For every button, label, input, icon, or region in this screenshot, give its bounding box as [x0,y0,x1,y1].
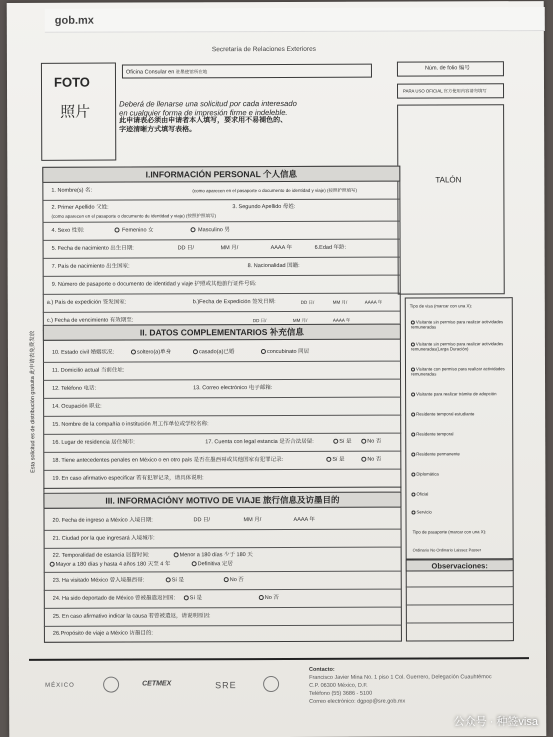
watermark: 公众号 · 种签visa [453,716,538,728]
row-company[interactable] [43,416,401,435]
visa-option-8[interactable]: Diplomática [411,471,438,476]
mexico-logo: MÉXICO [45,682,75,689]
consular-label: Oficina Consular en 驻墨使馆所在地 [125,69,208,76]
first-surname-label: 2. Primer Apellido 父姓: [51,204,109,211]
radio-icon[interactable] [115,228,120,233]
birth-country-label: 7. País de nacimiento 出生国家: [51,263,130,270]
free-distribution-note: Esta solicitud es de distribución gratuita 此申请表免费发放 [29,330,37,473]
row-criminal-record[interactable] [43,452,401,471]
radio-icon[interactable] [184,595,189,600]
sex-male-option[interactable]: Masculino 男 [191,227,230,234]
sex-label: 4. Sexo 性别: [51,227,85,234]
radio-icon[interactable] [411,492,415,496]
radio-icon[interactable] [191,227,196,232]
photo-label: FOTO [53,74,90,90]
contact-block [309,665,492,706]
radio-icon[interactable] [259,595,264,600]
visa-option-3[interactable]: Visitante con permiso para realizar actividades remuneradas [411,366,505,377]
row-deported[interactable] [44,590,402,609]
deported-label: 24. Ha sido deportado de México 曾被墨遣返回国: [52,595,176,602]
birth-month: MM 月/ [220,245,239,252]
expiry-month: MM 月/ [292,317,308,323]
legal-stay-label: 17. Cuenta con legal estancia 是否合法居留: [205,438,314,446]
cetmex-logo: CETMEX [142,680,172,688]
section1-header: I.INFORMACIÓN PERSONAL 个人信息 [42,166,400,183]
occupation-label: 14. Ocupación 职业: [52,403,102,410]
row-entry-city[interactable] [44,530,402,549]
official-use-label: PARA USO OFICIAL 官方使用内容请勿填写 [403,88,487,94]
contact-email: Correo electrónico: dgpop@sre.gob.mx [309,698,406,705]
ministry-name: Secretaría de Relaciones Exteriores [211,45,316,54]
passport-number-label: 9. Número de pasaporte o documento de identidad y viaje 护照或其他旅行证件号码: [51,281,257,288]
deported-yes[interactable]: Sí 是 [184,595,202,602]
surname-hint: (como aparecen en el pasaporte o documento de identidad y viaje) (按照护照填写) [51,213,217,219]
radio-icon[interactable] [361,439,366,444]
radio-icon[interactable] [411,452,415,456]
visited-label: 23. Ha visitado México 曾入境墨西哥: [52,577,145,584]
issue-country-label: a.) País de expedición 签发国家: [46,299,127,306]
instruction-cn1: 此申请表必须由申请者本人填写，要求用不易褪色的、 [119,116,288,125]
visa-type-title: Tipo de visa (marcar con una X): [409,303,472,309]
expiry-year: AAAA 年 [332,317,351,323]
radio-icon[interactable] [411,432,415,436]
second-surname-label: 3. Segundo Apellido 母姓: [232,203,296,211]
deported-no[interactable]: No 否 [259,595,279,602]
residence-label: 16. Lugar de residencia 居住城市: [52,439,135,446]
entry-date-label: 20. Fecha de ingreso a México 入境日期: [52,517,153,524]
header-bar [45,7,545,33]
visa-option-2[interactable]: Visitante sin permiso para realizar actividades remuneradas(Larga Duración) [410,341,504,352]
radio-icon[interactable] [411,510,415,514]
seal-icon [263,676,279,692]
instruction-es2: en cualquier forma de impresión firme e indeleble. [119,107,288,118]
radio-icon[interactable] [224,577,229,582]
criminal-no[interactable]: No 否 [361,457,381,464]
cohabitation-option[interactable]: concubinato 同居 [261,349,309,356]
photo-label-cn: 照片 [60,103,91,121]
visa-option-5[interactable]: Residente temporal estudiante [411,411,474,416]
phone-label: 12. Teléfono 电话: [52,385,97,392]
company-label: 15. Nombre de la compañía o institución 用工作单位或学校名称: [52,421,209,428]
visa-option-7[interactable]: Residente permanente [411,451,460,456]
passport-type-title: Tipo de pasaporte (marcar con una X): [412,529,487,535]
row-travel-purpose[interactable] [44,625,402,644]
row-deport-reason[interactable] [44,608,402,627]
radio-icon[interactable] [174,552,179,557]
birthdate-label: 5. Fecha de nacimiento 出生日期: [51,245,134,252]
stay-under-180[interactable]: Menor a 180 días 少于 180 天 [174,552,253,559]
radio-icon[interactable] [411,392,415,396]
criminal-record-label: 18. Tiene antecedentes penales en México o en otro país 是否在墨西哥或其他国家有犯罪记录: [52,456,284,464]
criminal-yes[interactable]: Sí 是 [326,457,344,464]
row-sex[interactable] [42,222,400,241]
name-hint: (como aparecen en el pasaporte o documento de identidad y viaje) (按照护照填写) [192,187,357,194]
civil-status-label: 10. Estado civil 婚姻状况: [51,349,115,356]
entry-month: MM 月/ [243,517,262,524]
contact-phone: Teléfono (55) 3686 - 5100 [309,690,373,697]
visa-option-4[interactable]: Visitante para realizar trámite de adopción [411,391,509,396]
expiry-day: DD 日/ [252,318,267,324]
travel-purpose-label: 26.Propósito de viaje a México 访墨目的: [52,630,153,637]
gob-logo: gob.mx [54,14,94,27]
observations-label: Observaciones: [406,559,514,571]
radio-icon[interactable] [166,577,171,582]
row-birthdate[interactable] [43,240,401,259]
radio-icon[interactable] [333,439,338,444]
radio-icon[interactable] [261,349,266,354]
radio-icon[interactable] [361,457,366,462]
visa-option-10[interactable]: Servicio [411,509,431,514]
contact-title: Contacto: [309,666,335,673]
name-label: 1. Nombre(s) 名: [51,187,93,194]
observations-box[interactable] [406,559,514,641]
legal-stay-yes[interactable]: Sí 是 [333,439,351,446]
issue-month: MM 月/ [332,299,348,305]
sre-logo: SRE [215,680,237,691]
seal-icon [103,677,119,693]
row-stay-duration[interactable] [44,548,402,573]
stay-180-to-4y[interactable]: Mayor a 180 días y hasta 4 años 180 天至 4 年 [50,561,171,568]
row-birth-country[interactable] [43,258,401,277]
visited-yes[interactable]: Sí 是 [166,577,184,584]
issue-day: DD 日/ [300,299,315,305]
instruction-es1: Deberá de llenarse una solicitud por cada interesado [119,98,297,109]
visa-option-6[interactable]: Residente temporal [411,431,453,436]
row-civil-status[interactable] [43,344,401,363]
stay-permanent[interactable]: Definitiva 定居 [192,561,233,568]
criminal-detail-label: 19. En caso afirmativo especificar 若有犯罪记录，请具体说明: [52,475,204,482]
row-residence[interactable] [43,434,401,453]
row-passport-number[interactable] [43,276,401,295]
instructions [119,100,297,135]
contact-city: C.P. 06300 México, D.F. [309,682,368,689]
instruction-cn2: 字迹清晰方式填写表格。 [119,125,197,134]
passport-type-options[interactable]: Ordinario No Ordinario Laissez Passer [412,547,482,553]
married-option[interactable]: casado(a)已婚 [193,349,234,356]
row-criminal-detail[interactable] [43,470,401,489]
address-label: 11. Domicilio actual 当前住址: [51,367,125,374]
visited-no[interactable]: No 否 [224,577,244,584]
radio-icon[interactable] [411,472,415,476]
age-label: 6.Edad 年龄: [314,244,347,251]
sex-female-option[interactable]: Femenino 女 [115,227,154,234]
footer-divider [29,657,529,661]
row-surnames[interactable] [42,200,400,223]
contact-address: Francisco Javier Mina No. 1 piso 1 Col. Guerrero, Delegación Cuauhtémoc [309,674,492,681]
row-address[interactable] [43,362,401,381]
radio-icon[interactable] [192,561,197,566]
radio-icon[interactable] [50,562,55,567]
talon-box [397,104,505,294]
radio-icon[interactable] [411,412,415,416]
talon-label: TALÓN [435,175,462,185]
radio-icon[interactable] [193,349,198,354]
entry-city-label: 21. Ciudad por la que ingresará 入境城市: [52,535,155,542]
row-entry-date[interactable] [43,512,401,531]
application-form [7,1,547,737]
section3-header: III. INFORMACIÓNY MOTIVO DE VIAJE 旅行信息及访墨目的 [43,492,401,509]
entry-year: AAAA 年 [293,516,315,523]
radio-icon[interactable] [326,457,331,462]
issue-year: AAAA 年 [364,299,383,305]
email-label: 13. Correo electrónico 电子邮箱: [193,385,273,392]
birth-day: DD 日/ [177,245,195,252]
visa-option-9[interactable]: Oficial [411,491,428,496]
row-occupation[interactable] [43,398,401,417]
radio-icon[interactable] [131,350,136,355]
entry-day: DD 日/ [193,517,211,524]
visa-option-1[interactable]: Visitante sin permiso para realizar actividades remuneradas [410,319,504,330]
section2-header: II. DATOS COMPLEMENTARIOS 补充信息 [43,324,401,341]
single-option[interactable]: soltero(a)单身 [131,349,171,356]
nationality-label: 8. Nacionalidad 国籍: [247,262,300,270]
legal-stay-no[interactable]: No 否 [361,439,381,446]
deport-reason-label: 25. En caso afirmativo indicar la causa 若曾被遣返，请说明原因: [52,613,211,620]
row-phone-email[interactable] [43,380,401,399]
stay-duration-label: 22. Temporalidad de estancia 居留时间: [52,552,150,559]
expiry-label: c.) Fecha de vencimiento 有效期至: [46,317,134,324]
row-name[interactable] [42,182,400,201]
visa-type-box [405,297,514,559]
issue-date-label: b.)Fecha de Expedición 签发日期: [192,299,276,306]
folio-label: Núm. de folio 编号 [424,65,470,72]
row-visited-mexico[interactable] [44,572,402,591]
birth-year: AAAA 年 [270,244,292,252]
row-passport-issue[interactable] [43,294,401,313]
